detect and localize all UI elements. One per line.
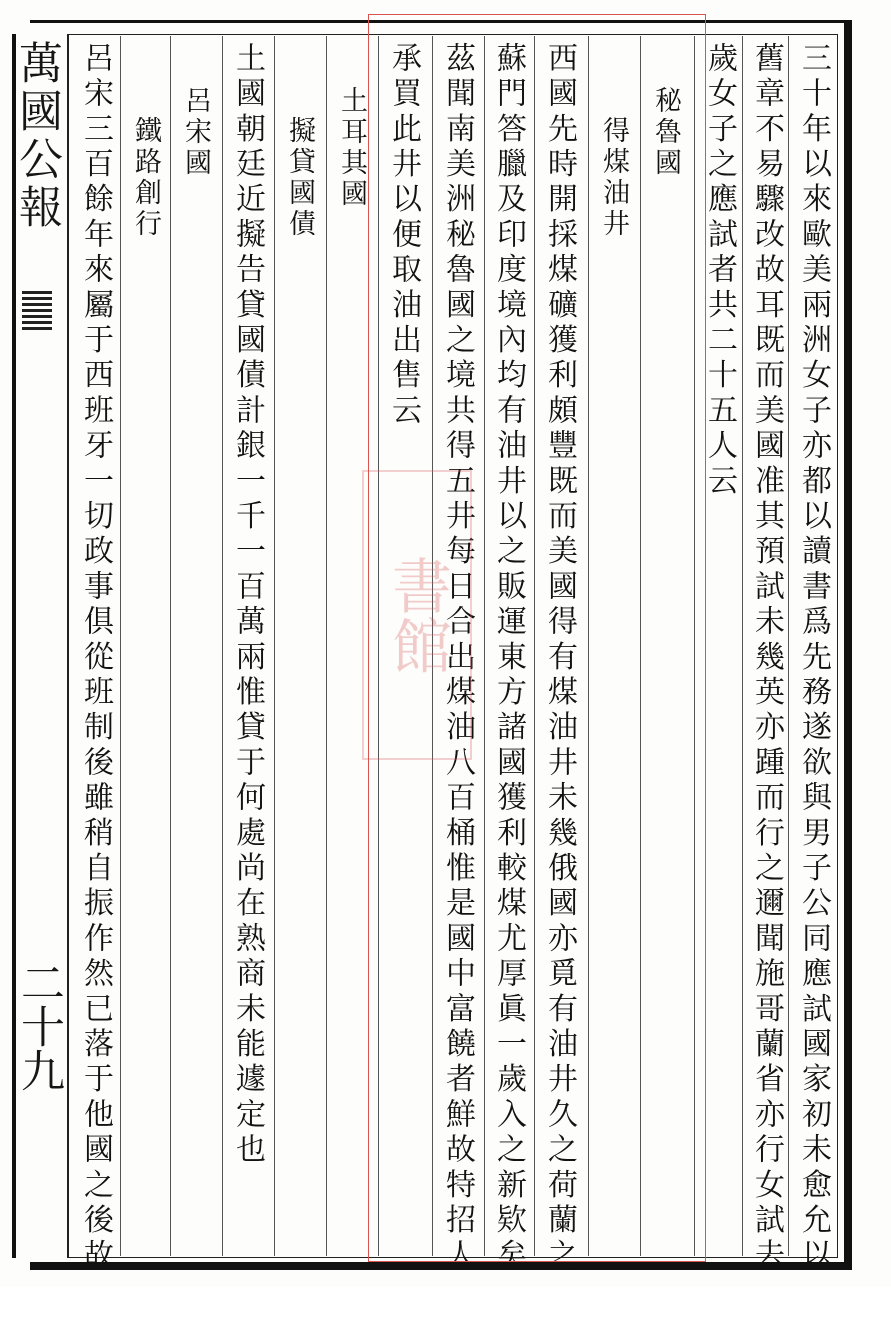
text-column: 呂宋三百餘年來屬于西班牙一切政事俱從班制後雖稍自振作然已落于他國之後故 bbox=[78, 42, 113, 1274]
column-rule bbox=[534, 36, 535, 1256]
column-rule bbox=[120, 36, 121, 1256]
column-rule bbox=[222, 36, 223, 1256]
text-column: 舊章不易驟改故耳既而美國准其預試未幾英亦踵而行之邇聞施哥蘭省亦行女試去 bbox=[749, 42, 784, 1274]
column-rule bbox=[274, 36, 275, 1256]
subheading-oil-wells: 得煤油井 bbox=[598, 116, 629, 240]
text-column: 土國朝廷近擬告貸國債計銀一千一百萬兩惟貸于何處尚在熟商未能遽定也 bbox=[230, 42, 265, 1169]
margin-fish-tail-mark bbox=[22, 290, 52, 330]
column-rule bbox=[742, 36, 743, 1256]
section-heading-luzon: 呂宋國 bbox=[180, 86, 211, 179]
column-rule bbox=[484, 36, 485, 1256]
subheading-national-debt: 擬貸國債 bbox=[284, 116, 315, 240]
folio-number: 二十九 bbox=[13, 960, 64, 1092]
text-column: 蘇門答臘及印度境內均有油井以之販運東方諸國獲利較煤尤厚眞一歲入之新欵矣 bbox=[491, 42, 526, 1274]
column-rule bbox=[788, 36, 789, 1256]
section-heading-peru: 秘魯國 bbox=[650, 86, 681, 179]
library-seal-stamp: 書館 bbox=[362, 470, 472, 760]
subheading-railway: 鐵路創行 bbox=[130, 116, 161, 240]
column-rule bbox=[588, 36, 589, 1256]
column-rule bbox=[326, 36, 327, 1256]
text-column: 承買此井以便取油出售云 bbox=[386, 42, 421, 430]
column-rule bbox=[640, 36, 641, 1256]
text-column: 茲聞南美洲秘魯國之境共得五井每日合出煤油八百桶惟是國中富饒者鮮故特招人 bbox=[440, 42, 475, 1274]
text-column: 歲女子之應試者共二十五人云 bbox=[702, 42, 737, 500]
column-rule bbox=[694, 36, 695, 1256]
column-rule bbox=[170, 36, 171, 1256]
section-heading-turkey: 土耳其國 bbox=[336, 86, 367, 210]
text-column: 三十年以來歐美兩洲女子亦都以讀書爲先務遂欲與男子公同應試國家初未愈允以 bbox=[796, 42, 831, 1274]
text-column: 西國先時開採煤礦獲利頗豐既而美國得有煤油井未幾俄國亦覓有油井久之荷蘭之 bbox=[542, 42, 577, 1274]
journal-title: 萬國公報 bbox=[11, 40, 62, 232]
